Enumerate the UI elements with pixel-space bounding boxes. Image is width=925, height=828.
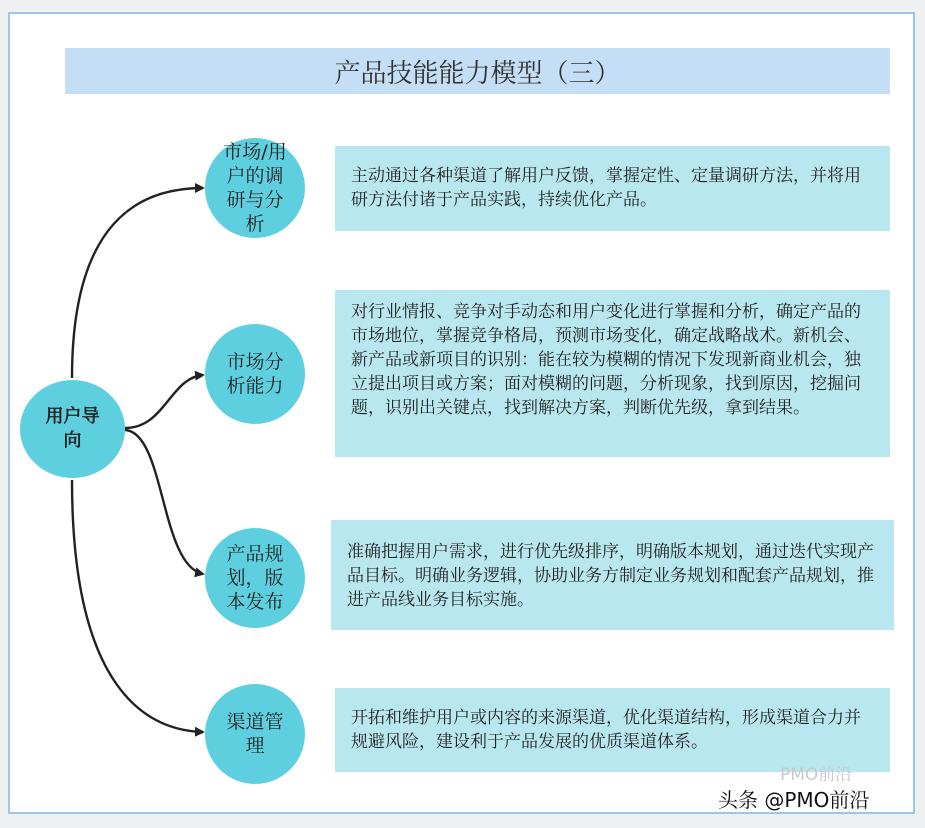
connector-arrow-4 (72, 480, 203, 732)
skill-node-market-analysis (205, 324, 305, 424)
connector-arrow-1 (72, 188, 203, 378)
source-watermark: 头条 @PMO前沿 (718, 788, 870, 812)
skill-description-box: 主动通过各种渠道了解用户反馈，掌握定性、定量调研方法，并将用研方法付诸于产品实践，持续优化产品。 (335, 146, 890, 231)
diagram-title: 产品技能能力模型（三） (65, 48, 890, 94)
connector-arrow-2 (125, 375, 203, 428)
skill-node-label: 产品规划，版本发布 (226, 543, 284, 613)
skill-node-market-user-research (205, 138, 305, 238)
root-node-user-oriented (20, 380, 125, 478)
faint-watermark: PMO前沿 (780, 765, 853, 785)
skill-description-box: 开拓和维护用户或内容的来源渠道，优化渠道结构，形成渠道合力并规避风险，建设利于产品发展的优质渠道体系。 (335, 688, 890, 772)
connector-arrow-3 (125, 430, 203, 574)
skill-description-box: 准确把握用户需求，进行优先级排序，明确版本规划，通过迭代实现产品目标。明确业务逻辑，协助业务方制定业务规划和配套产品规划，推进产品线业务目标实施。 (331, 520, 894, 630)
skill-description-box: 对行业情报、竞争对手动态和用户变化进行掌握和分析，确定产品的市场地位，掌握竞争格局，预测市场变化，确定战略战术。新机会、新产品或新项目的识别：能在较为模糊的情况下发现新商业机会，独立提出项目或方案；面对模糊的问题，分析现象，找到原因，挖掘问题，识别出关键点，找到解决方案，判断优先级，拿到结果。 (335, 290, 890, 457)
skill-node-label: 渠道管理 (226, 711, 284, 757)
skill-node-label: 市场/用户的调研与分析 (223, 141, 287, 235)
skill-node-label: 市场分析能力 (226, 351, 284, 397)
skill-node-channel-management (205, 684, 305, 784)
skill-node-product-planning (205, 528, 305, 628)
root-node-label: 用户导向 (45, 406, 100, 451)
